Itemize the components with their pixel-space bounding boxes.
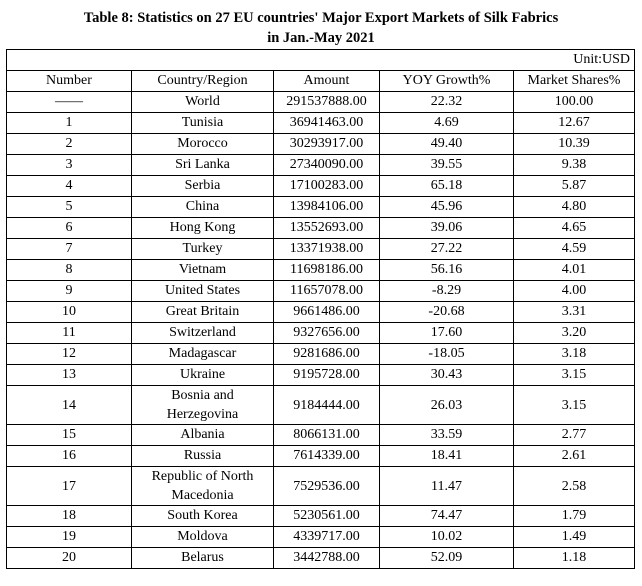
cell-country: Republic of North Macedonia: [132, 467, 274, 506]
cell-amount: 36941463.00: [274, 113, 380, 134]
cell-yoy-growth: -18.05: [380, 344, 514, 365]
cell-country: Hong Kong: [132, 218, 274, 239]
cell-country: Albania: [132, 425, 274, 446]
cell-yoy-growth: 39.55: [380, 155, 514, 176]
table-row: [7, 548, 635, 569]
cell-yoy-growth: 65.18: [380, 176, 514, 197]
cell-market-share: 100.00: [514, 92, 635, 113]
cell-market-share: 4.01: [514, 260, 635, 281]
cell-yoy-growth: 26.03: [380, 386, 514, 425]
cell-number: 13: [7, 365, 132, 386]
cell-number: 7: [7, 239, 132, 260]
cell-number: 16: [7, 446, 132, 467]
cell-number: 15: [7, 425, 132, 446]
table-row: [7, 218, 635, 239]
cell-country: Moldova: [132, 527, 274, 548]
table-row: [7, 344, 635, 365]
cell-market-share: 4.65: [514, 218, 635, 239]
cell-market-share: 12.67: [514, 113, 635, 134]
cell-number: 17: [7, 467, 132, 506]
cell-yoy-growth: 27.22: [380, 239, 514, 260]
table-row: [7, 281, 635, 302]
cell-amount: 9184444.00: [274, 386, 380, 425]
table-row: [7, 425, 635, 446]
cell-yoy-growth: -20.68: [380, 302, 514, 323]
cell-yoy-growth: 52.09: [380, 548, 514, 569]
cell-yoy-growth: 11.47: [380, 467, 514, 506]
column-header-amount: Amount: [274, 71, 380, 92]
table-row: [7, 134, 635, 155]
cell-number: 8: [7, 260, 132, 281]
cell-market-share: 4.00: [514, 281, 635, 302]
cell-market-share: 1.79: [514, 506, 635, 527]
column-header-number: Number: [7, 71, 132, 92]
cell-country: Turkey: [132, 239, 274, 260]
cell-amount: 11657078.00: [274, 281, 380, 302]
cell-market-share: 3.20: [514, 323, 635, 344]
cell-amount: 8066131.00: [274, 425, 380, 446]
cell-number: 20: [7, 548, 132, 569]
cell-yoy-growth: 45.96: [380, 197, 514, 218]
cell-number: 12: [7, 344, 132, 365]
cell-country: Morocco: [132, 134, 274, 155]
cell-amount: 4339717.00: [274, 527, 380, 548]
table-row: [7, 527, 635, 548]
cell-yoy-growth: 39.06: [380, 218, 514, 239]
cell-amount: 5230561.00: [274, 506, 380, 527]
cell-country: Bosnia and Herzegovina: [132, 386, 274, 425]
table-row: [7, 467, 635, 506]
cell-number: 11: [7, 323, 132, 344]
cell-amount: 9327656.00: [274, 323, 380, 344]
cell-market-share: 5.87: [514, 176, 635, 197]
table-row: [7, 176, 635, 197]
cell-amount: 7529536.00: [274, 467, 380, 506]
cell-country: Vietnam: [132, 260, 274, 281]
cell-amount: 17100283.00: [274, 176, 380, 197]
table-row: [7, 365, 635, 386]
cell-market-share: 3.18: [514, 344, 635, 365]
header-row: [7, 71, 635, 92]
column-header-country: Country/Region: [132, 71, 274, 92]
table-row: [7, 260, 635, 281]
cell-country: Madagascar: [132, 344, 274, 365]
cell-yoy-growth: 74.47: [380, 506, 514, 527]
cell-yoy-growth: 10.02: [380, 527, 514, 548]
cell-number: 5: [7, 197, 132, 218]
cell-market-share: 1.49: [514, 527, 635, 548]
cell-country: United States: [132, 281, 274, 302]
cell-yoy-growth: 18.41: [380, 446, 514, 467]
table-row: [7, 197, 635, 218]
cell-country: Russia: [132, 446, 274, 467]
cell-number: ——: [7, 92, 132, 113]
cell-yoy-growth: 33.59: [380, 425, 514, 446]
cell-market-share: 4.80: [514, 197, 635, 218]
cell-number: 14: [7, 386, 132, 425]
cell-country: South Korea: [132, 506, 274, 527]
cell-yoy-growth: 17.60: [380, 323, 514, 344]
cell-yoy-growth: 56.16: [380, 260, 514, 281]
unit-row: [7, 50, 635, 71]
cell-yoy-growth: 22.32: [380, 92, 514, 113]
table-row: [7, 302, 635, 323]
table-row: [7, 92, 635, 113]
unit-label: Unit:USD: [7, 50, 635, 71]
cell-country: Serbia: [132, 176, 274, 197]
cell-market-share: 2.61: [514, 446, 635, 467]
cell-country: Belarus: [132, 548, 274, 569]
cell-number: 1: [7, 113, 132, 134]
table-title-line-1: Table 8: Statistics on 27 EU countries' Major Export Markets of Silk Fabrics: [83, 10, 559, 26]
table-row: [7, 386, 635, 425]
column-header-yoy-growth: YOY Growth%: [380, 71, 514, 92]
cell-number: 10: [7, 302, 132, 323]
cell-country: Ukraine: [132, 365, 274, 386]
cell-market-share: 9.38: [514, 155, 635, 176]
table-row: [7, 323, 635, 344]
cell-amount: 13371938.00: [274, 239, 380, 260]
cell-yoy-growth: 30.43: [380, 365, 514, 386]
cell-country: China: [132, 197, 274, 218]
table-row: [7, 239, 635, 260]
cell-number: 2: [7, 134, 132, 155]
table-title: [0, 8, 642, 48]
cell-yoy-growth: 49.40: [380, 134, 514, 155]
table-row: [7, 155, 635, 176]
table-row: [7, 506, 635, 527]
cell-number: 19: [7, 527, 132, 548]
table-title-line-2: in Jan.-May 2021: [267, 30, 375, 46]
table-row: [7, 113, 635, 134]
cell-market-share: 2.58: [514, 467, 635, 506]
cell-amount: 7614339.00: [274, 446, 380, 467]
cell-number: 18: [7, 506, 132, 527]
cell-country: Tunisia: [132, 113, 274, 134]
cell-market-share: 3.31: [514, 302, 635, 323]
cell-amount: 11698186.00: [274, 260, 380, 281]
cell-amount: 13552693.00: [274, 218, 380, 239]
cell-amount: 3442788.00: [274, 548, 380, 569]
cell-country: Switzerland: [132, 323, 274, 344]
cell-amount: 9661486.00: [274, 302, 380, 323]
cell-number: 4: [7, 176, 132, 197]
cell-yoy-growth: -8.29: [380, 281, 514, 302]
table-row: [7, 446, 635, 467]
cell-amount: 291537888.00: [274, 92, 380, 113]
cell-market-share: 3.15: [514, 365, 635, 386]
cell-amount: 30293917.00: [274, 134, 380, 155]
cell-amount: 9281686.00: [274, 344, 380, 365]
cell-market-share: 10.39: [514, 134, 635, 155]
export-markets-table: [6, 49, 635, 569]
cell-market-share: 1.18: [514, 548, 635, 569]
cell-country: World: [132, 92, 274, 113]
cell-country: Sri Lanka: [132, 155, 274, 176]
cell-market-share: 4.59: [514, 239, 635, 260]
cell-amount: 9195728.00: [274, 365, 380, 386]
cell-country: Great Britain: [132, 302, 274, 323]
cell-number: 6: [7, 218, 132, 239]
cell-yoy-growth: 4.69: [380, 113, 514, 134]
cell-market-share: 2.77: [514, 425, 635, 446]
column-header-market-shares: Market Shares%: [514, 71, 635, 92]
cell-number: 3: [7, 155, 132, 176]
cell-amount: 27340090.00: [274, 155, 380, 176]
cell-market-share: 3.15: [514, 386, 635, 425]
cell-amount: 13984106.00: [274, 197, 380, 218]
cell-number: 9: [7, 281, 132, 302]
